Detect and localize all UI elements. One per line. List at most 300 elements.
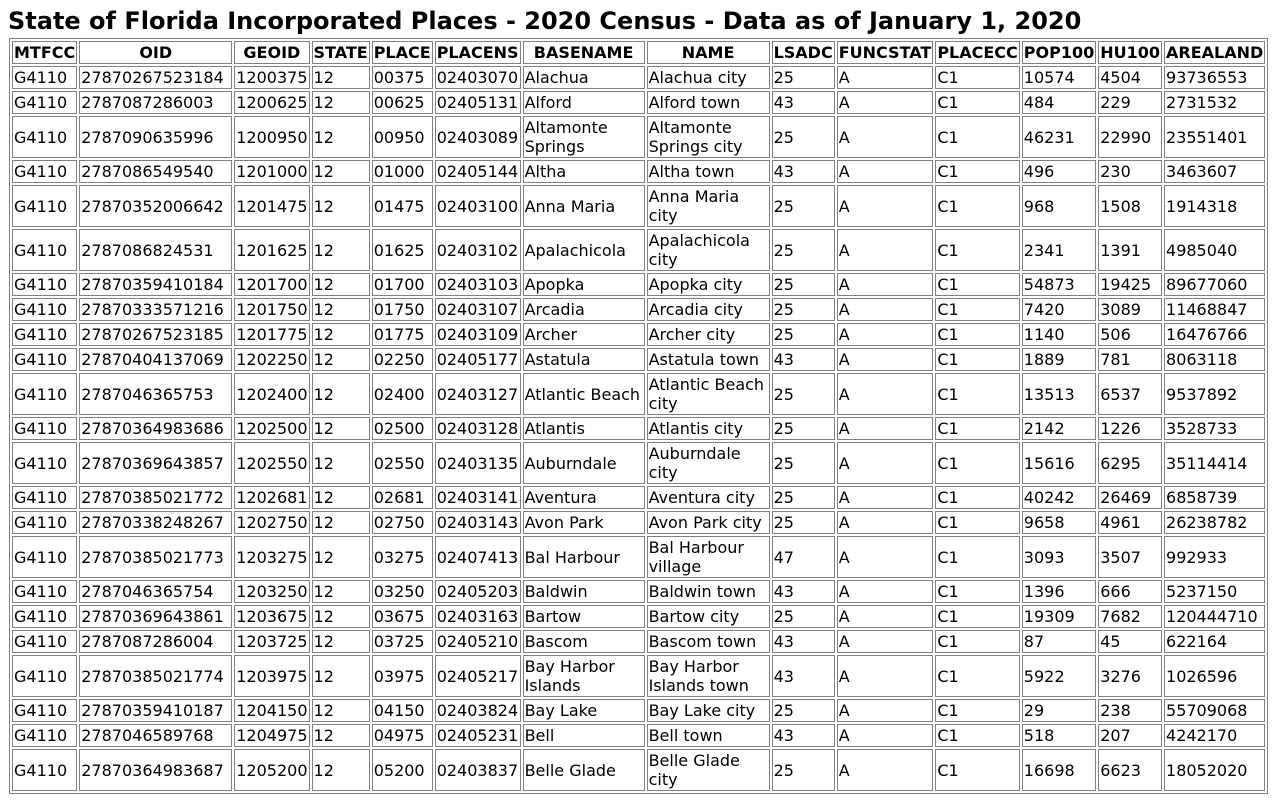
cell-pop100: 5922	[1022, 655, 1096, 697]
cell-geoid: 1203975	[234, 655, 309, 697]
cell-place: 01625	[372, 229, 433, 271]
cell-place: 02681	[372, 486, 433, 509]
cell-name: Anna Maria city	[647, 185, 770, 227]
cell-lsadc: 25	[772, 486, 835, 509]
cell-arealand: 18052020	[1164, 749, 1265, 791]
cell-basename: Auburndale	[523, 442, 645, 484]
cell-placecc: C1	[935, 273, 1019, 296]
cell-arealand: 4242170	[1164, 724, 1265, 747]
table-row	[12, 580, 1265, 603]
cell-pop100: 3093	[1022, 536, 1096, 578]
cell-lsadc: 43	[772, 348, 835, 371]
cell-funcstat: A	[837, 511, 934, 534]
cell-placecc: C1	[935, 160, 1019, 183]
cell-arealand: 5237150	[1164, 580, 1265, 603]
cell-mtfcc: G4110	[12, 273, 77, 296]
cell-geoid: 1203250	[236, 582, 308, 601]
cell-state: 12	[312, 749, 370, 791]
cell-mtfcc: G4110	[12, 699, 77, 722]
cell-lsadc: 25	[772, 66, 835, 89]
cell-geoid: 1203275	[234, 536, 309, 578]
cell-arealand: 35114414	[1164, 442, 1265, 484]
cell-funcstat: A	[837, 185, 934, 227]
cell-funcstat: A	[837, 323, 934, 346]
cell-name: Bascom town	[647, 630, 770, 653]
cell-mtfcc: G4110	[12, 511, 77, 534]
table-row	[12, 298, 1265, 321]
cell-arealand: 55709068	[1164, 699, 1265, 722]
cell-basename: Altha	[523, 160, 645, 183]
cell-basename: Apalachicola	[523, 229, 645, 271]
cell-placens: 02403127	[435, 373, 521, 415]
cell-pop100: 1889	[1022, 348, 1096, 371]
column-header-pop100: POP100	[1023, 43, 1095, 62]
cell-basename: Altamonte Springs	[523, 116, 645, 158]
cell-state: 12	[312, 229, 370, 271]
cell-arealand: 26238782	[1164, 511, 1265, 534]
table-row	[12, 655, 1265, 697]
cell-placecc: C1	[935, 348, 1019, 371]
cell-state: 12	[312, 373, 370, 415]
table-row	[12, 185, 1265, 227]
cell-pop100: 87	[1022, 630, 1096, 653]
cell-name: Auburndale city	[647, 442, 770, 484]
cell-funcstat: A	[837, 160, 934, 183]
cell-name: Astatula town	[647, 348, 770, 371]
table-body	[12, 66, 1265, 791]
cell-name: Bay Lake city	[647, 699, 770, 722]
cell-placecc: C1	[935, 724, 1019, 747]
table-row	[12, 511, 1265, 534]
cell-placens: 02403837	[435, 749, 521, 791]
cell-name: Apopka city	[647, 273, 770, 296]
cell-oid: 27870364983686	[79, 417, 232, 440]
cell-oid: 27870385021772	[79, 486, 232, 509]
cell-hu100: 6295	[1098, 442, 1162, 484]
cell-geoid: 1202500	[236, 419, 308, 438]
cell-oid: 27870352006642	[79, 185, 232, 227]
cell-arealand: 9537892	[1164, 373, 1265, 415]
cell-name: Apalachicola city	[647, 229, 770, 271]
column-header-hu100: HU100	[1100, 43, 1161, 62]
cell-basename: Baldwin	[523, 580, 645, 603]
cell-funcstat: A	[837, 580, 934, 603]
cell-place: 02550	[372, 442, 433, 484]
cell-arealand: 3463607	[1164, 160, 1265, 183]
cell-pop100: 2142	[1022, 417, 1096, 440]
column-header-geoid: GEOID	[234, 41, 309, 64]
cell-placecc: C1	[935, 116, 1019, 158]
cell-state: 12	[312, 348, 370, 371]
cell-state: 12	[312, 116, 370, 158]
cell-placecc: C1	[935, 91, 1019, 114]
cell-funcstat: A	[837, 630, 934, 653]
cell-basename: Astatula	[523, 348, 645, 371]
cell-placens: 02405231	[435, 724, 521, 747]
column-header-state: STATE	[313, 43, 368, 62]
cell-place: 01750	[372, 298, 433, 321]
cell-place: 00950	[372, 116, 433, 158]
cell-oid: 27870333571216	[79, 298, 232, 321]
cell-pop100: 1140	[1022, 323, 1096, 346]
cell-lsadc: 25	[772, 373, 835, 415]
cell-funcstat: A	[837, 724, 934, 747]
cell-lsadc: 25	[772, 298, 835, 321]
cell-geoid: 1205200	[234, 749, 309, 791]
cell-placens: 02407413	[435, 536, 521, 578]
cell-placecc: C1	[935, 630, 1019, 653]
cell-mtfcc: G4110	[12, 630, 77, 653]
column-header-lsadc: LSADC	[773, 43, 833, 62]
cell-lsadc: 25	[772, 511, 835, 534]
cell-oid: 27870385021774	[79, 655, 232, 697]
cell-basename: Aventura	[523, 486, 645, 509]
cell-geoid: 1204975	[236, 726, 308, 745]
column-header-placecc: PLACECC	[937, 43, 1018, 62]
cell-state: 12	[312, 323, 370, 346]
cell-placens: 02403070	[435, 66, 521, 89]
cell-hu100: 26469	[1098, 486, 1162, 509]
cell-funcstat: A	[837, 417, 934, 440]
cell-pop100: 518	[1022, 724, 1096, 747]
cell-state: 12	[312, 298, 370, 321]
cell-place: 01000	[372, 160, 433, 183]
cell-name: Baldwin town	[647, 580, 770, 603]
cell-placecc: C1	[935, 417, 1019, 440]
table-row	[12, 116, 1265, 158]
cell-place: 00375	[372, 66, 433, 89]
cell-hu100: 3276	[1098, 655, 1162, 697]
table-row	[12, 229, 1265, 271]
cell-basename: Arcadia	[523, 298, 645, 321]
cell-name: Alford town	[647, 91, 770, 114]
cell-geoid: 1201750	[236, 300, 308, 319]
cell-place: 02250	[372, 348, 433, 371]
cell-hu100: 1508	[1098, 185, 1162, 227]
cell-mtfcc: G4110	[12, 373, 77, 415]
cell-oid: 27870267523185	[79, 323, 232, 346]
cell-name: Aventura city	[647, 486, 770, 509]
cell-mtfcc: G4110	[12, 536, 77, 578]
cell-placens: 02403135	[435, 442, 521, 484]
cell-lsadc: 25	[772, 699, 835, 722]
column-header-place: PLACE	[373, 43, 431, 62]
cell-pop100: 484	[1022, 91, 1096, 114]
cell-placecc: C1	[935, 699, 1019, 722]
cell-placens: 02403141	[435, 486, 521, 509]
cell-state: 12	[312, 580, 370, 603]
cell-geoid: 1201475	[234, 185, 309, 227]
table-row	[12, 699, 1265, 722]
cell-state: 12	[312, 630, 370, 653]
cell-place: 04150	[372, 699, 433, 722]
cell-placens: 02403089	[435, 116, 521, 158]
cell-state: 12	[312, 66, 370, 89]
cell-mtfcc: G4110	[12, 605, 77, 628]
places-table	[9, 38, 1268, 794]
cell-mtfcc: G4110	[12, 229, 77, 271]
cell-oid: 27870385021773	[79, 536, 232, 578]
cell-pop100: 9658	[1022, 511, 1096, 534]
cell-arealand: 11468847	[1164, 298, 1265, 321]
cell-pop100: 54873	[1022, 273, 1096, 296]
cell-pop100: 16698	[1022, 749, 1096, 791]
cell-basename: Avon Park	[523, 511, 645, 534]
cell-placecc: C1	[935, 486, 1019, 509]
cell-oid: 2787046365754	[79, 580, 232, 603]
cell-geoid: 1201000	[236, 162, 308, 181]
cell-hu100: 1226	[1098, 417, 1162, 440]
cell-geoid: 1202681	[236, 488, 308, 507]
cell-pop100: 10574	[1022, 66, 1096, 89]
cell-funcstat: A	[837, 66, 934, 89]
cell-place: 03275	[372, 536, 433, 578]
cell-lsadc: 25	[772, 229, 835, 271]
cell-oid: 2787086549540	[79, 160, 232, 183]
cell-funcstat: A	[837, 373, 934, 415]
cell-lsadc: 43	[772, 630, 835, 653]
cell-funcstat: A	[837, 749, 934, 791]
cell-pop100: 968	[1022, 185, 1096, 227]
cell-lsadc: 25	[772, 116, 835, 158]
cell-funcstat: A	[837, 442, 934, 484]
cell-mtfcc: G4110	[12, 66, 77, 89]
cell-funcstat: A	[837, 699, 934, 722]
cell-geoid: 1200950	[234, 116, 309, 158]
table-row	[12, 536, 1265, 578]
cell-geoid: 1200625	[236, 93, 308, 112]
cell-oid: 2787090635996	[79, 116, 232, 158]
column-header-funcstat: FUNCSTAT	[838, 43, 932, 62]
cell-place: 03725	[372, 630, 433, 653]
cell-mtfcc: G4110	[12, 417, 77, 440]
cell-arealand: 6858739	[1164, 486, 1265, 509]
cell-placecc: C1	[935, 298, 1019, 321]
cell-name: Archer city	[647, 323, 770, 346]
cell-funcstat: A	[837, 655, 934, 697]
cell-placecc: C1	[935, 323, 1019, 346]
cell-oid: 27870369643857	[79, 442, 232, 484]
cell-place: 03250	[372, 580, 433, 603]
cell-mtfcc: G4110	[12, 116, 77, 158]
cell-arealand: 4985040	[1164, 229, 1265, 271]
cell-place: 01700	[372, 273, 433, 296]
cell-place: 01775	[372, 323, 433, 346]
cell-pop100: 13513	[1022, 373, 1096, 415]
cell-geoid: 1202750	[236, 513, 308, 532]
cell-lsadc: 43	[772, 655, 835, 697]
cell-lsadc: 25	[772, 442, 835, 484]
cell-arealand: 2731532	[1164, 91, 1265, 114]
cell-lsadc: 43	[772, 724, 835, 747]
cell-basename: Atlantis	[523, 417, 645, 440]
cell-placens: 02405217	[435, 655, 521, 697]
cell-oid: 27870267523184	[79, 66, 232, 89]
table-row	[12, 323, 1265, 346]
cell-state: 12	[312, 160, 370, 183]
cell-basename: Archer	[523, 323, 645, 346]
cell-hu100: 4961	[1098, 511, 1162, 534]
cell-pop100: 29	[1022, 699, 1096, 722]
cell-pop100: 496	[1022, 160, 1096, 183]
cell-state: 12	[312, 185, 370, 227]
cell-basename: Apopka	[523, 273, 645, 296]
column-header-basename: BASENAME	[523, 41, 645, 64]
cell-geoid: 1203725	[236, 632, 308, 651]
cell-oid: 27870338248267	[79, 511, 232, 534]
cell-mtfcc: G4110	[12, 749, 77, 791]
cell-placens: 02403107	[435, 298, 521, 321]
cell-hu100: 6537	[1098, 373, 1162, 415]
cell-state: 12	[312, 724, 370, 747]
cell-geoid: 1203675	[236, 607, 308, 626]
cell-placens: 02403103	[435, 273, 521, 296]
cell-arealand: 93736553	[1164, 66, 1265, 89]
cell-basename: Bell	[523, 724, 645, 747]
cell-placecc: C1	[935, 749, 1019, 791]
cell-arealand: 16476766	[1164, 323, 1265, 346]
cell-placens: 02403109	[435, 323, 521, 346]
table-row	[12, 160, 1265, 183]
cell-name: Altamonte Springs city	[647, 116, 770, 158]
cell-pop100: 2341	[1022, 229, 1096, 271]
cell-mtfcc: G4110	[12, 298, 77, 321]
cell-state: 12	[312, 486, 370, 509]
cell-funcstat: A	[837, 229, 934, 271]
table-row	[12, 417, 1265, 440]
cell-pop100: 40242	[1022, 486, 1096, 509]
cell-placens: 02403163	[435, 605, 521, 628]
cell-placens: 02405177	[435, 348, 521, 371]
cell-hu100: 6623	[1098, 749, 1162, 791]
cell-lsadc: 25	[772, 323, 835, 346]
cell-place: 02750	[372, 511, 433, 534]
cell-lsadc: 43	[772, 91, 835, 114]
cell-placecc: C1	[935, 373, 1019, 415]
cell-oid: 27870359410187	[79, 699, 232, 722]
cell-mtfcc: G4110	[12, 486, 77, 509]
column-header-mtfcc: MTFCC	[14, 43, 76, 62]
cell-basename: Bascom	[523, 630, 645, 653]
cell-hu100: 207	[1098, 724, 1162, 747]
table-row	[12, 630, 1265, 653]
cell-placecc: C1	[935, 66, 1019, 89]
cell-oid: 27870404137069	[79, 348, 232, 371]
cell-hu100: 781	[1098, 348, 1162, 371]
cell-name: Bay Harbor Islands town	[647, 655, 770, 697]
cell-oid: 2787086824531	[79, 229, 232, 271]
cell-name: Altha town	[647, 160, 770, 183]
cell-basename: Belle Glade	[523, 749, 645, 791]
cell-basename: Anna Maria	[523, 185, 645, 227]
cell-placens: 02403102	[435, 229, 521, 271]
cell-placecc: C1	[935, 605, 1019, 628]
cell-basename: Bal Harbour	[523, 536, 645, 578]
cell-state: 12	[312, 417, 370, 440]
cell-place: 00625	[372, 91, 433, 114]
cell-geoid: 1202400	[234, 373, 309, 415]
cell-geoid: 1202250	[236, 350, 308, 369]
cell-place: 02400	[372, 373, 433, 415]
cell-placens: 02405144	[435, 160, 521, 183]
cell-state: 12	[312, 536, 370, 578]
cell-mtfcc: G4110	[12, 442, 77, 484]
table-row	[12, 605, 1265, 628]
cell-arealand: 1914318	[1164, 185, 1265, 227]
cell-lsadc: 25	[772, 605, 835, 628]
cell-mtfcc: G4110	[12, 580, 77, 603]
cell-state: 12	[312, 511, 370, 534]
cell-lsadc: 43	[772, 580, 835, 603]
cell-placens: 02403128	[435, 417, 521, 440]
table-row	[12, 749, 1265, 791]
cell-funcstat: A	[837, 536, 934, 578]
cell-mtfcc: G4110	[12, 655, 77, 697]
table-row	[12, 273, 1265, 296]
cell-oid: 27870364983687	[79, 749, 232, 791]
cell-arealand: 23551401	[1164, 116, 1265, 158]
table-row	[12, 91, 1265, 114]
cell-hu100: 3507	[1098, 536, 1162, 578]
cell-placens: 02405203	[435, 580, 521, 603]
table-row	[12, 724, 1265, 747]
cell-hu100: 666	[1098, 580, 1162, 603]
cell-mtfcc: G4110	[12, 348, 77, 371]
cell-placens: 02403143	[435, 511, 521, 534]
cell-hu100: 238	[1098, 699, 1162, 722]
cell-name: Arcadia city	[647, 298, 770, 321]
cell-arealand: 1026596	[1164, 655, 1265, 697]
cell-pop100: 15616	[1022, 442, 1096, 484]
cell-geoid: 1201700	[236, 275, 308, 294]
cell-name: Belle Glade city	[647, 749, 770, 791]
column-header-name: NAME	[647, 41, 770, 64]
cell-geoid: 1202550	[234, 442, 309, 484]
cell-placecc: C1	[935, 536, 1019, 578]
table-row	[12, 442, 1265, 484]
cell-arealand: 3528733	[1164, 417, 1265, 440]
cell-funcstat: A	[837, 298, 934, 321]
cell-basename: Bay Lake	[523, 699, 645, 722]
cell-mtfcc: G4110	[12, 323, 77, 346]
cell-state: 12	[312, 655, 370, 697]
cell-place: 03675	[372, 605, 433, 628]
cell-oid: 2787046365753	[79, 373, 232, 415]
cell-funcstat: A	[837, 273, 934, 296]
cell-hu100: 230	[1098, 160, 1162, 183]
cell-funcstat: A	[837, 116, 934, 158]
cell-pop100: 19309	[1022, 605, 1096, 628]
cell-mtfcc: G4110	[12, 91, 77, 114]
cell-lsadc: 47	[772, 536, 835, 578]
cell-place: 05200	[372, 749, 433, 791]
cell-name: Bell town	[647, 724, 770, 747]
cell-name: Atlantic Beach city	[647, 373, 770, 415]
column-header-placens: PLACENS	[436, 43, 519, 62]
cell-basename: Bartow	[523, 605, 645, 628]
cell-arealand: 120444710	[1164, 605, 1265, 628]
page-title: State of Florida Incorporated Places - 2020 Census - Data as of January 1, 2020	[8, 7, 1082, 35]
cell-hu100: 506	[1098, 323, 1162, 346]
cell-basename: Alachua	[523, 66, 645, 89]
cell-placecc: C1	[935, 442, 1019, 484]
cell-state: 12	[312, 605, 370, 628]
cell-arealand: 89677060	[1164, 273, 1265, 296]
cell-hu100: 45	[1098, 630, 1162, 653]
cell-pop100: 7420	[1022, 298, 1096, 321]
cell-pop100: 46231	[1022, 116, 1096, 158]
cell-geoid: 1201625	[234, 229, 309, 271]
